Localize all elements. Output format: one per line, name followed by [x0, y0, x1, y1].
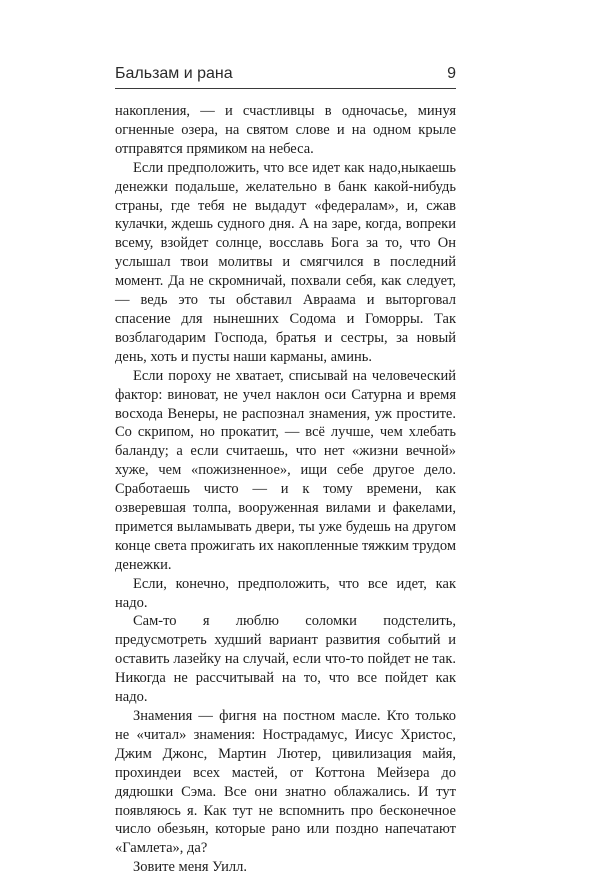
paragraph-2: Если предположить, что все идет как надо,ныкаешь денежки подальше, желательно в банк какой-нибудь страны, где тебя не выдадут «федералам», и, сжав кулачки, ждешь судного дня. А на заре, когда, вопреки всему, взойдет солнце, восславь Бога за то, что Он услышал твои молитвы и смягчился в последний момент. Да не скромничай, похвали себя, как следует, — ведь это ты обставил Авраама и выторговал спасение для нынешних Содома и Гоморры. Так возблагодарим Господа, братья и сестры, за новый день, хоть и пусты наши карманы, аминь. [115, 159, 456, 365]
paragraph-5: Сам-то я люблю соломки подстелить, предусмотреть худший вариант развития событий и оставить лазейку на случай, если что-то пойдет не так. Никогда не рассчитывай на то, что все пойдет как надо. [115, 613, 456, 706]
chapter-title: Бальзам и рана [115, 65, 233, 82]
body-text [115, 102, 456, 877]
running-head [115, 64, 456, 89]
paragraph-4: Если, конечно, предположить, что все идет, как надо. [115, 575, 456, 611]
paragraph-7: Зовите меня Уилл. [133, 859, 248, 876]
page-number: 9 [447, 65, 456, 82]
paragraph-6: Знамения — фигня на постном масле. Кто только не «читал» знамения: Нострадамус, Иисус Христос, Джим Джонс, Мартин Лютер, цивилизация майя, прохиндеи всех мастей, от Коттона Мейзера до дядюшки Сэма. Все они знатно облажались. И тут появляюсь я. Как тут не вспомнить про бесконечное число обезьян, которые рано или поздно напечатают «Гамлета», да? [115, 708, 456, 857]
paragraph-1: накопления, — и счастливцы в одночасье, минуя огненные озера, на святом слове и на одном крыле отправятся прямиком на небеса. [115, 103, 456, 157]
paragraph-3: Если пороху не хватает, списывай на человеческий фактор: виноват, не учел наклон оси Сатурна и время восхода Венеры, не распознал знамения, уж простите. Со скрипом, но прокатит, — всё лучше, чем хлебать баланду; а если считаешь, что нет «жизни вечной» хуже, чем «пожизненное», ищи себе другое дело. Сработаешь чисто — и к тому времени, как озверевшая толпа, вооруженная вилами и факелами, примется выламывать двери, ты уже будешь на другом конце света прожигать их накопленные тяжким трудом денежки. [115, 367, 456, 573]
